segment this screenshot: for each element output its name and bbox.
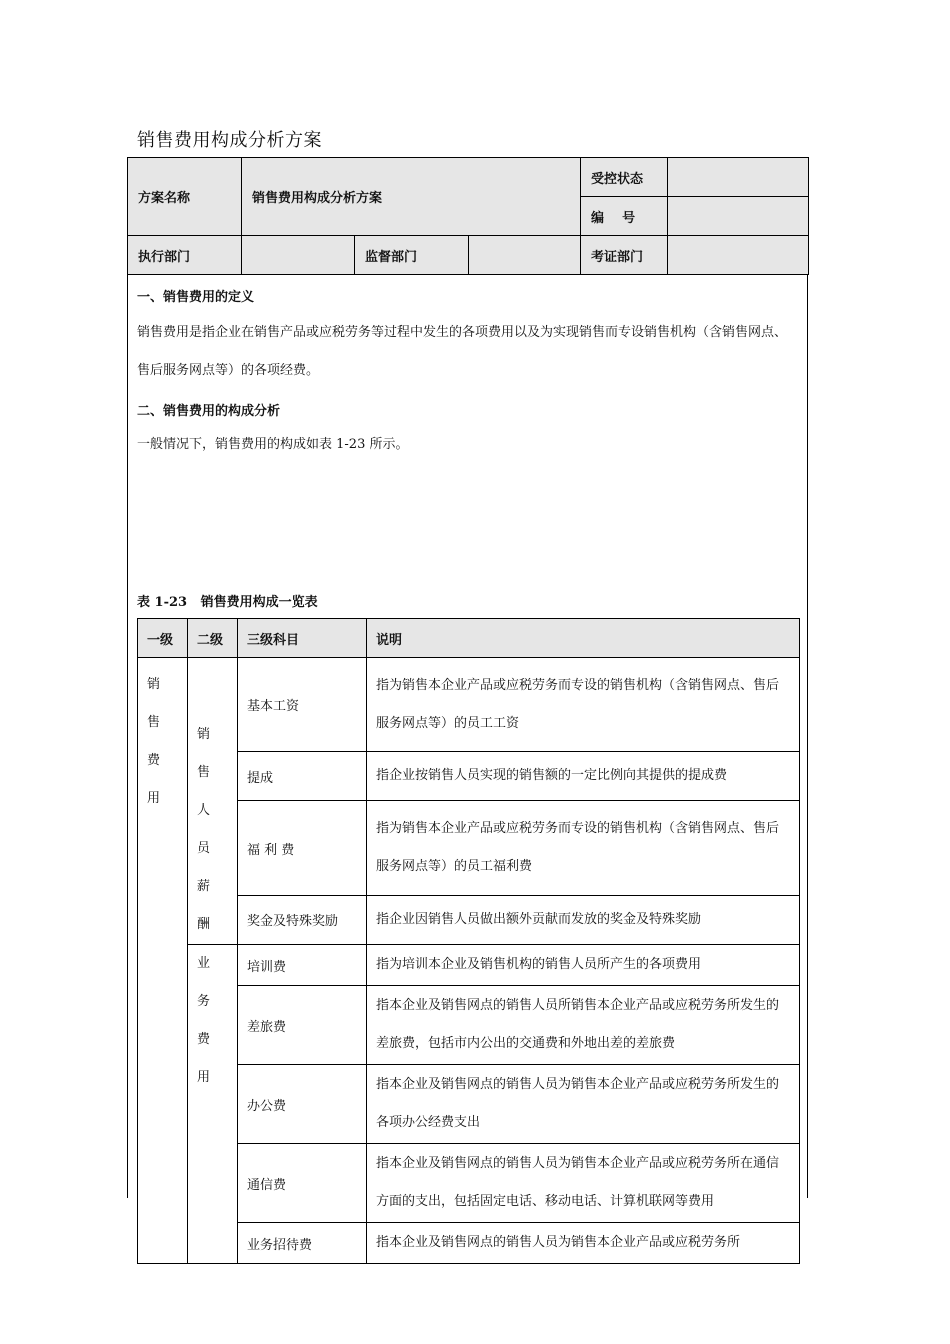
exec-dept-value	[242, 236, 355, 275]
control-status-value	[668, 158, 809, 197]
item-cell: 基本工资	[238, 658, 367, 752]
item-cell: 业务招待费	[238, 1223, 367, 1264]
header-level2: 二级	[188, 619, 238, 658]
header-description: 说明	[367, 619, 800, 658]
plan-name-value: 销售费用构成分析方案	[242, 158, 581, 236]
item-cell: 差旅费	[238, 986, 367, 1065]
desc-cell: 指为销售本企业产品或应税劳务而专设的销售机构（含销售网点、售后服务网点等）的员工福利费	[367, 801, 800, 895]
desc-cell: 指企业因销售人员做出额外贡献而发放的奖金及特殊奖励	[367, 895, 800, 944]
section2-heading: 二、销售费用的构成分析	[137, 404, 281, 419]
section2-text: 一般情况下，销售费用的构成如表 1-23 所示。	[137, 437, 409, 452]
number-label: 编 号	[581, 197, 668, 236]
item-cell: 提成	[238, 752, 367, 801]
item-cell: 办公费	[238, 1065, 367, 1144]
exec-dept-label: 执行部门	[128, 236, 242, 275]
plan-name-label: 方案名称	[128, 158, 242, 236]
group2-name: 业务费用	[188, 945, 238, 1264]
item-cell: 培训费	[238, 945, 367, 986]
verify-dept-label: 考证部门	[581, 236, 668, 275]
desc-cell: 指本企业及销售网点的销售人员为销售本企业产品或应税劳务所在通信方面的支出，包括固定电话、移动电话、计算机联网等费用	[367, 1144, 800, 1223]
cost-composition-table	[137, 618, 800, 1264]
verify-dept-value	[668, 236, 809, 275]
section1-text: 销售费用是指企业在销售产品或应税劳务等过程中发生的各项费用以及为实现销售而专设销售机构（含销售网点、售后服务网点等）的各项经费。	[137, 325, 788, 378]
header-level1: 一级	[138, 619, 188, 658]
desc-cell: 指为培训本企业及销售机构的销售人员所产生的各项费用	[367, 945, 800, 986]
section1-heading: 一、销售费用的定义	[137, 290, 255, 305]
level1-cell: 销售费用	[138, 658, 188, 1264]
group1-name: 销售人员薪酬	[188, 658, 238, 945]
item-cell: 通信费	[238, 1144, 367, 1223]
document-title: 销售费用构成分析方案	[137, 130, 322, 151]
item-cell: 福 利 费	[238, 801, 367, 895]
table-caption: 表 1-23 销售费用构成一览表	[137, 595, 318, 610]
supervise-dept-label: 监督部门	[355, 236, 469, 275]
desc-cell: 指企业按销售人员实现的销售额的一定比例向其提供的提成费	[367, 752, 800, 801]
plan-header-table	[127, 157, 809, 275]
number-value	[668, 197, 809, 236]
header-level3: 三级科目	[238, 619, 367, 658]
desc-cell: 指本企业及销售网点的销售人员为销售本企业产品或应税劳务所	[367, 1223, 800, 1264]
desc-cell: 指为销售本企业产品或应税劳务而专设的销售机构（含销售网点、售后服务网点等）的员工工资	[367, 658, 800, 752]
control-status-label: 受控状态	[581, 158, 668, 197]
desc-cell: 指本企业及销售网点的销售人员所销售本企业产品或应税劳务所发生的差旅费，包括市内公出的交通费和外地出差的差旅费	[367, 986, 800, 1065]
document-body	[127, 274, 808, 1253]
desc-cell: 指本企业及销售网点的销售人员为销售本企业产品或应税劳务所发生的各项办公经费支出	[367, 1065, 800, 1144]
item-cell: 奖金及特殊奖励	[238, 895, 367, 944]
supervise-dept-value	[469, 236, 581, 275]
